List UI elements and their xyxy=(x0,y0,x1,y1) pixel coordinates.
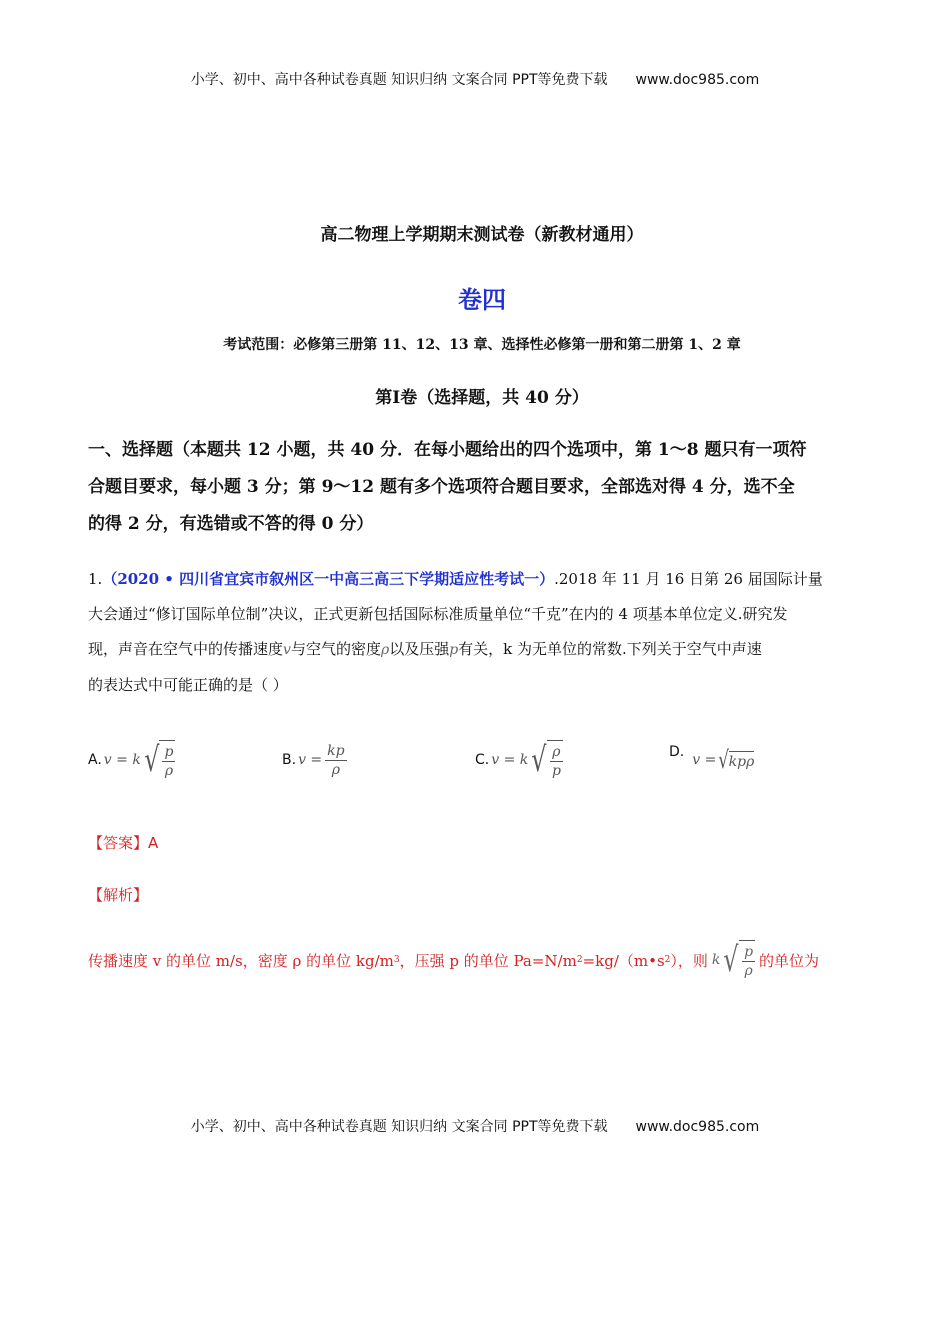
option-b-denominator: ρ xyxy=(331,761,340,778)
page-header xyxy=(0,69,950,89)
sqrt-symbol: √ kpρ xyxy=(718,746,755,774)
question-1-text-a: .2018 年 11 月 16 日第 26 届国际计量 xyxy=(554,570,823,588)
option-c-denominator: p xyxy=(551,763,561,779)
question-number: 1. xyxy=(88,570,103,588)
superscript-3: 3 xyxy=(393,955,400,965)
option-a-denominator: ρ xyxy=(164,763,174,779)
analysis-formula: k √ $\frac{p}{\rho}$ xyxy=(711,940,754,980)
option-c-label: C. xyxy=(475,752,490,768)
symbol-rho: ρ xyxy=(380,642,390,658)
page-footer xyxy=(0,1116,950,1136)
analysis-text-d: ），则 xyxy=(670,951,708,970)
section-instructions xyxy=(88,432,868,543)
question-1-line-3 xyxy=(88,632,868,668)
section-line-1: 一、选择题（本题共 12 小题，共 40 分．在每小题给出的四个选项中，第 1～8 题只有一项符 xyxy=(88,440,807,460)
answer-line xyxy=(88,832,158,853)
answer-value: A xyxy=(148,834,159,852)
option-a-formula xyxy=(104,740,176,780)
q1-text-speed: 现，声音在空气中的传播速度 xyxy=(88,640,284,658)
question-1 xyxy=(88,562,868,703)
question-source: （2020 • 四川省宜宾市叙州区一中高三高三下学期适应性考试一） xyxy=(102,570,555,588)
option-a[interactable] xyxy=(88,730,175,790)
option-d-lhs: v = xyxy=(692,752,717,768)
analysis-text-b: ，压强 p 的单位 Pa=N/m xyxy=(399,951,577,970)
option-a-lhs: v = k xyxy=(103,752,141,768)
part-title: 第Ⅰ卷（选择题，共 40 分） xyxy=(375,388,589,408)
option-b-label: B. xyxy=(282,752,297,768)
option-c[interactable] xyxy=(475,730,563,790)
exam-title: 高二物理上学期期末测试卷（新教材通用） xyxy=(320,225,644,245)
analysis-formula-denominator: ρ xyxy=(744,963,753,979)
answer-label: 【答案】 xyxy=(88,834,149,852)
q1-text-pressure: 以及压强 xyxy=(389,640,450,658)
sqrt-symbol: √ $\frac{\rho}{p}$ xyxy=(531,740,561,780)
analysis-text xyxy=(88,940,878,980)
option-a-label: A. xyxy=(88,752,102,768)
symbol-p: p xyxy=(449,642,459,658)
header-text: 小学、初中、高中各种试卷真题 知识归纳 文案合同 PPT等免费下载 xyxy=(190,72,608,88)
option-b[interactable] xyxy=(282,730,347,790)
analysis-text-c: =kg/（m•s xyxy=(582,951,665,970)
analysis-label: 【解析】 xyxy=(88,886,149,904)
analysis-formula-numerator: p xyxy=(744,944,754,960)
header-url[interactable]: www.doc985.com xyxy=(635,72,760,88)
option-a-numerator: p xyxy=(164,744,174,760)
question-1-line-2: 大会通过“修订国际单位制”决议，正式更新包括国际标准质量单位“千克”在内的 4 项基本单位定义.研究发 xyxy=(88,605,788,623)
option-c-lhs: v = k xyxy=(491,752,529,768)
option-b-lhs: v = xyxy=(298,752,323,768)
symbol-v: v xyxy=(283,642,291,658)
option-d-radicand: kpρ xyxy=(729,751,755,770)
superscript-2: 2 xyxy=(576,955,583,965)
analysis-formula-k: k xyxy=(711,952,721,968)
option-d-formula xyxy=(692,740,754,780)
option-c-numerator: ρ xyxy=(552,744,561,760)
question-1-line-4: 的表达式中可能正确的是（ ） xyxy=(88,676,288,694)
analysis-text-e: 的单位为 xyxy=(759,951,820,970)
option-b-numerator: kp xyxy=(327,742,345,759)
volume-title: 卷四 xyxy=(458,285,506,314)
option-d[interactable] xyxy=(669,730,754,790)
q1-text-density: 与空气的密度 xyxy=(290,640,381,658)
sqrt-symbol: √ $\frac{p}{\rho}$ xyxy=(144,740,174,780)
footer-text: 小学、初中、高中各种试卷真题 知识归纳 文案合同 PPT等免费下载 xyxy=(190,1119,608,1135)
analysis-text-a: 传播速度 v 的单位 m/s，密度 ρ 的单位 kg/m xyxy=(88,951,394,970)
footer-url[interactable]: www.doc985.com xyxy=(635,1119,760,1135)
section-line-3: 的得 2 分，有选错或不答的得 0 分） xyxy=(88,514,374,534)
option-c-formula xyxy=(491,740,563,780)
option-d-label: D. xyxy=(669,744,685,760)
option-b-formula xyxy=(298,742,347,779)
question-1-line-1 xyxy=(88,562,868,597)
section-line-2: 合题目要求，每小题 3 分；第 9～12 题有多个选项符合题目要求，全部选对得 4 分，选不全 xyxy=(88,477,795,497)
exam-scope: 考试范围：必修第三册第 11、12、13 章、选择性必修第一册和第二册第 1、2 章 xyxy=(223,337,741,353)
q1-text-rest: 有关，k 为无单位的常数.下列关于空气中声速 xyxy=(458,640,762,658)
superscript-2b: 2 xyxy=(664,955,671,965)
